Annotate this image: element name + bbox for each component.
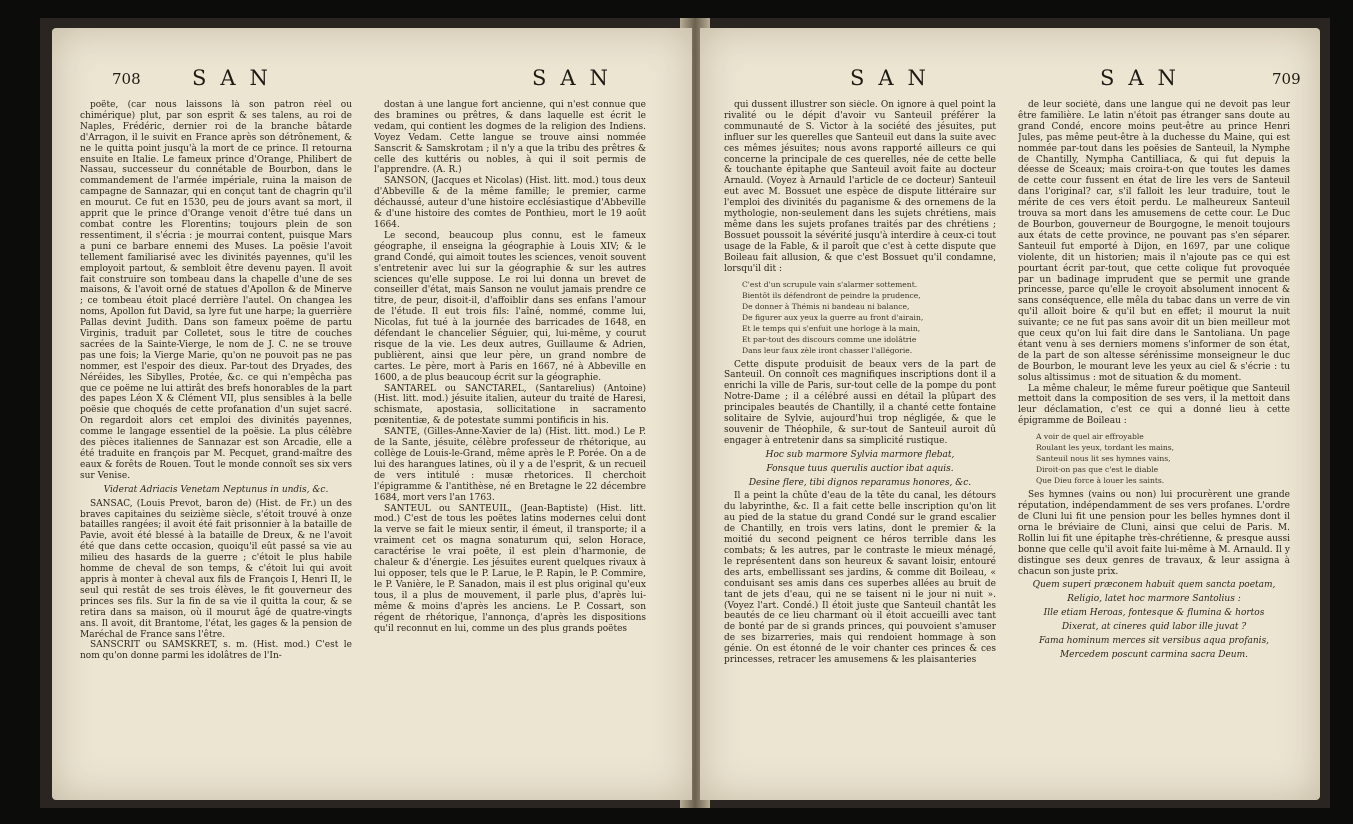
boileau-epigram — [1036, 431, 1290, 486]
verse-line: Dans leur faux zèle iront chasser l'allégorie. — [742, 345, 913, 355]
entry-sanson: SANSON, (Jacques et Nicolas) (Hist. litt. mod.) tous deux d'Abbeville & de la même famille; le premier, carme déchaussé, auteur d'une histoire ecclésiastique d'Abbeville & d'une histoire des comtes de Ponthieu, mort le 19 août 1664. — [374, 176, 646, 230]
paragraph: de leur société, dans une langue qui ne devoit pas leur être familière. Le latin n'étoit pas étranger sans doute au grand Condé, encore moins peut-être au prince Henri Jules, pas même peut-être à la duchesse du Maine, qui est nommée par-tout dans les poësies de Santeuil, la Nymphe de Chantilly, Nympha Cantilliaca, & qui fut depuis la déesse de Sceaux; mais croira-t-on que toutes les dames de cette cour fussent en état de lire les vers de Santeuil dans l'original? car, s'il falloit les leur traduire, tout le mérite de ces vers étoit perdu. Le malheureux Santeuil trouva sa mort dans les amusemens de cette cour. Le Duc de Bourbon, gouverneur de Bourgogne, le menoit toujours aux états de cette province, ne pouvant pas s'en séparer. Santeuil fut emporté à Dijon, en 1697, par une colique violente, dit un historien; mais il n'ajoute pas ce qui est pourtant écrit par-tout, que cette colique fut provoquée par un badinage imprudent que se permit une grande princesse, parce qu'elle le croyoit absolument innocent & sans conséquence, elle mêla du tabac dans un verre de vin qu'il alloit boire & qu'il but en effet; il mourut la nuit suivante; ce ne fut pas sans avoir dit un bien meilleur mot que ceux qu'on lui fait dire dans le Santoliana. Un page étant venu à ses derniers momens s'informer de son état, de la part de son altesse sérénissime monseigneur le duc de Bourbon, le mourant leve les yeux au ciel & s'écrie : tu solus altissimus : mot de situation & du moment. — [1018, 100, 1290, 383]
open-book — [40, 18, 1330, 808]
latin-verse: Quem superi præconem habuit quem sancta poetam, — [1032, 580, 1276, 591]
verse-line: Santeuil nous lit ses hymnes vains, — [1036, 454, 1171, 464]
verse-line: Roulant les yeux, tordant les mains, — [1036, 443, 1175, 453]
verse-line: Que Dieu force à louer les saints. — [1036, 476, 1165, 486]
entry-sanscrit: SANSCRIT ou SAMSKRET, s. m. (Hist. mod.) C'est le nom qu'on donne parmi les idolâtres de l'In- — [80, 640, 352, 662]
paragraph: dostan à une langue fort ancienne, qui n'est connue que des bramines ou prêtres, & dans laquelle est écrit le vedam, qui contient les dogmes de la religion des Indiens. Voyez Vedam. Cette langue se trouve ainsi nommée Sanscrit & Samskrotam ; il n'y a que la tribu des prêtres & celle des kuttéris ou nobles, à qui il soit permis de l'apprendre. (A. R.) — [374, 100, 646, 176]
left-page-header — [52, 66, 692, 96]
verse-line: C'est d'un scrupule vain s'alarmer sottement. — [742, 279, 918, 289]
verse-line: Bientôt ils défendront de peindre la prudence, — [742, 290, 921, 300]
right-page-header — [700, 66, 1320, 96]
paragraph: qui dussent illustrer son siècle. On ignore à quel point la rivalité ou le dépit d'avoir vu Santeuil préférer la communauté de S. Victor à la société des jésuites, put influer sur les querelles que Santeuil eut dans la suite avec ces mêmes jésuites; nous avons rapporté ailleurs ce qui concerne la principale de ces querelles, née de cette belle & touchante épitaphe que Santeuil avoit faite au docteur Arnauld. (Voyez à Arnauld l'article de ce docteur) Santeuil eut avec M. Bossuet une espèce de dispute littéraire sur l'emploi des divinités du paganisme & des ornemens de la mythologie, non-seulement dans les sujets chrétiens, mais même dans les sujets profanes traités par des chrétiens ; Bossuet poussoit la sévérité jusqu'à interdire à ceux-ci tout usage de la Fable, & il paroît que c'est à cette dispute que Boileau fait allusion, & que c'est Bossuet qu'il condamne, lorsqu'il dit : — [724, 100, 996, 274]
paragraph: Le second, beaucoup plus connu, est le fameux géographe, il enseigna la géographie à Louis XIV; & le grand Condé, qui aimoit toutes les sciences, venoit souvent s'entretenir avec lui sur la géographie & sur les autres sciences qu'elle suppose. Le roi lui donna un brevet de conseiller d'état, mais Sanson ne voulut jamais prendre ce titre, de peur, disoit-il, d'affoiblir dans ses enfans l'amour de l'étude. Il eut trois fils: l'aîné, nommé, comme lui, Nicolas, fut tué à la journée des barricades de 1648, en défendant le chancelier Séguier, qui, lui-même, y courut risque de la vie. Les deux autres, Guillaume & Adrien, publièrent, ainsi que leur père, un grand nombre de cartes. Le père, mort à Paris en 1667, né à Abbeville en 1600, a de plus beaucoup écrit sur la géographie. — [374, 230, 646, 383]
latin-verse: Mercedem poscunt carmina sacra Deum. — [1059, 649, 1249, 660]
paragraph: Ses hymnes (vains ou non) lui procurèrent une grande réputation, indépendamment de ses vers profanes. L'ordre de Cluni lui fit une pension pour les belles hymnes dont il orna le bréviaire de Cluni, ainsi que celui de Paris. M. Rollin lui fit une épitaphe très-chrétienne, & presque aussi bonne que celle qu'il avoit faite lui-même à M. Arnauld. Il y distingue ses deux genres de travaux, & leur assigna à chacun son juste prix. — [1018, 490, 1290, 577]
entry-sansac: SANSAC, (Louis Prevot, baron de) (Hist. de Fr.) un des braves capitaines du seizième siècle, s'étoit trouvé à onze batailles rangées; il avoit été fait prisonnier à la bataille de Pavie, avoit été blessé à la bataille de Dreux, & ne l'avoit été que dans cette occasion, quoiqu'il eût passé sa vie au milieu des hasards de la guerre ; c'étoit le plus habile homme de cheval de son temps, & c'étoit lui qui avoit appris à monter à cheval aux fils de François I, Henri II, le seul qui restât de ses trois élèves, le fit gouverneur des princes ses fils. Sur la fin de sa vie il quitta la cour, & se retira dans sa maison, où il mourut âgé de quatre-vingts ans. Il avoit, dit Brantome, l'état, les gages & la pension de Maréchal de France sans l'être. — [80, 498, 352, 640]
latin-verse: Dixerat, at cineres quid labor ille juvat ? — [1061, 622, 1247, 633]
latin-verse: Desine flere, tibi dignos reparamus honores, &c. — [748, 477, 972, 488]
verse-line: Et par-tout des discours comme une idolâtrie — [742, 334, 917, 344]
latin-verse: Fama hominum merces sit versibus aqua profanis, — [1038, 636, 1270, 647]
running-head: SAN — [532, 66, 622, 90]
paragraph: Il a peint la chûte d'eau de la tête du canal, les détours du labyrinthe, &c. Il a fait cette belle inscription qu'on lit au pied de la statue du grand Condé sur le grand escalier de Chantilly, en trois vers latins, dont le premier & la moitié du second peignent ce héros terrible dans les combats; & les autres, par le contraste le mieux ménagé, le représentent dans son heureux & savant loisir, entouré des arts, embellissant ses jardins, & comme dit Boileau, « conduisant ses amis dans ces superbes allées au bruit de tant de jets d'eau, qui ne se taisent ni le jour ni nuit ». (Voyez l'art. Condé.) Il étoit juste que Santeuil chantât les beautés de ce lieu charmant où il étoit accueilli avec tant de bonté par de si grands princes, qui pouvoient s'amuser de ses bizarreries, mais qui rendoient hommage à son génie. On est étonné de le voir chanter ces princes & ces princesses, retracer les amusemens & les plaisanteries — [724, 491, 996, 666]
text-column — [724, 100, 996, 790]
verse-line: Diroit-on pas que c'est le diable — [1036, 465, 1159, 475]
running-head: SAN — [1100, 66, 1190, 90]
verse-line: De figurer aux yeux la guerre au front d'airain, — [742, 312, 924, 322]
page-number: 708 — [112, 70, 141, 88]
running-head: SAN — [850, 66, 940, 90]
running-head: SAN — [192, 66, 282, 90]
latin-verse: Religio, latet hoc marmore Santolius : — [1067, 594, 1241, 605]
latin-verse: Viderat Adriacis Venetam Neptunus in undis, &c. — [103, 484, 329, 495]
paragraph: poëte, (car nous laissons là son patron réel ou chimérique) plut, par son esprit & ses talens, au roi de Naples, Frédéric, dernier roi de la branche bâtarde d'Arragon, il le suivit en France après son détrônement, & ne le quitta point jusqu'à la mort de ce prince. Il retourna ensuite en Italie. Le fameux prince d'Orange, Philibert de Nassau, successeur du connétable de Bourbon, dans le commandement de l'armée impériale, ruina la maison de campagne de Sannazar, qui en conçut tant de chagrin qu'il en mourut. Ce fut en 1530, peu de jours avant sa mort, il apprit que le prince d'Orange venoit d'être tué dans un combat contre les Florentins; toujours plein de son ressentiment, il s'écria : je mourrai content, puisque Mars a puni ce barbare ennemi des Muses. La poësie l'avoit tellement familiarisé avec les divinités payennes, qu'il les employoit partout, & sembloit être devenu payen. Il avoit fait construire son tombeau dans la chapelle d'une de ses maisons, & l'avoit orné de statues d'Apollon & de Minerve ; ce tombeau étoit placé derrière l'autel. On changea les noms, Apollon fut David, sa lyre fut une harpe; la guerrière Pallas devint Judith. Dans son fameux poëme de partu Virginis, traduit par Colletet, sous le titre de couches sacrées de la Sainte-Vierge, le nom de J. C. ne se trouve pas une fois; la Vierge Marie, qu'on ne pouvoit pas ne pas nommer, est l'espoir des dieux. Par-tout des Dryades, des Néréides, les Sibylles, Protée, &c. ce qui n'empêcha pas que ce poëme ne lui attirât des brefs honorables de la part des papes Léon X & Clément VII, plus sensibles à la belle poësie que choqués de cette profanation d'un sujet sacré. On regardoit alors cet emploi des divinités payennes, comme le langage essentiel de la poësie. La plus célèbre des pièces italiennes de Sannazar est son Arcadie, elle a été traduite en françois par M. Pecquet, grand-maître des eaux & forêts de Rouen. Tout le monde connoît ses six vers sur Venise. — [80, 100, 352, 481]
entry-sante: SANTE, (Gilles-Anne-Xavier de la) (Hist. litt. mod.) Le P. de la Sante, jésuite, célèbre professeur de rhétorique, au collège de Louis-le-Grand, même après le P. Porée. On a de lui des harangues latines, où il y a de l'esprit, & un recueil de vers intitulé : musæ rhetorices. Il cherchoit l'épigramme & l'antithèse, né en Bretagne le 22 décembre 1684, mort vers l'an 1763. — [374, 427, 646, 503]
left-page — [52, 28, 692, 800]
page-number: 709 — [1272, 70, 1301, 88]
latin-verse: Fonsque tuus querulis auctior ibat aquis. — [766, 463, 954, 474]
boileau-quote — [742, 279, 996, 356]
latin-verse: Ille etiam Heroas, fontesque & flumina & hortos — [1043, 608, 1265, 619]
verse-line: De donner à Thémis ni bandeau ni balance, — [742, 301, 910, 311]
verse-line: Et le temps qui s'enfuit une horloge à la main, — [742, 323, 921, 333]
latin-verse: Hoc sub marmore Sylvia marmore flebat, — [765, 449, 955, 460]
paragraph: La même chaleur, le même fureur poëtique que Santeuil mettoit dans la composition de ses vers, il la mettoit dans leur déclamation, c'est ce qui a donné lieu à cette épigramme de Boileau : — [1018, 383, 1290, 427]
verse-line: A voir de quel air effroyable — [1036, 432, 1144, 442]
text-column — [80, 100, 352, 790]
entry-santeul: SANTEUL ou SANTEUIL, (Jean-Baptiste) (Hist. litt. mod.) C'est de tous les poëtes latins modernes celui dont la verve se fait le mieux sentir, il émeut, il transporte; il a vraiment cet os magna sonaturum qui, selon Horace, caractérise le vrai poëte, il est plein d'harmonie, de chaleur & d'énergie. Les jésuites eurent quelques rivaux à lui opposer, tels que le P. Larue, le P. Rapin, le P. Commire, le P. Vanière, le P. Sanadon, mais il est plus original qu'eux tous, il a plus de mouvement, il parle plus, d'après lui-même & moins d'après les anciens. Le P. Cossart, son régent de rhétorique, l'annonça, d'après les dispositions qu'il reconnut en lui, comme un des plus grands poëtes — [374, 503, 646, 634]
entry-santarel: SANTAREL ou SANCTAREL, (Santarelius) (Antoine) (Hist. litt. mod.) jésuite italien, auteur du traité de Haresi, schismate, apostasia, sollicitatione in sacramento pœnitentiæ, & de potestate summi pontificis in his. — [374, 383, 646, 427]
text-column — [1018, 100, 1290, 790]
text-column — [374, 100, 646, 790]
paragraph: Cette dispute produisit de beaux vers de la part de Santeuil. On connoît ces magnifiques inscriptions dont il a enrichi la ville de Paris, sur-tout celle de la pompe du pont Notre-Dame ; il a célébré aussi en détail la plûpart des principales beautés de Chantilly, il a chanté cette fontaine solitaire de Sylvie, aujourd'hui trop négligée, & que le souvenir de Théophile, & sur-tout de Santeuil auroit dû engager à entretenir dans sa simplicité rustique. — [724, 359, 996, 446]
right-page — [700, 28, 1320, 800]
